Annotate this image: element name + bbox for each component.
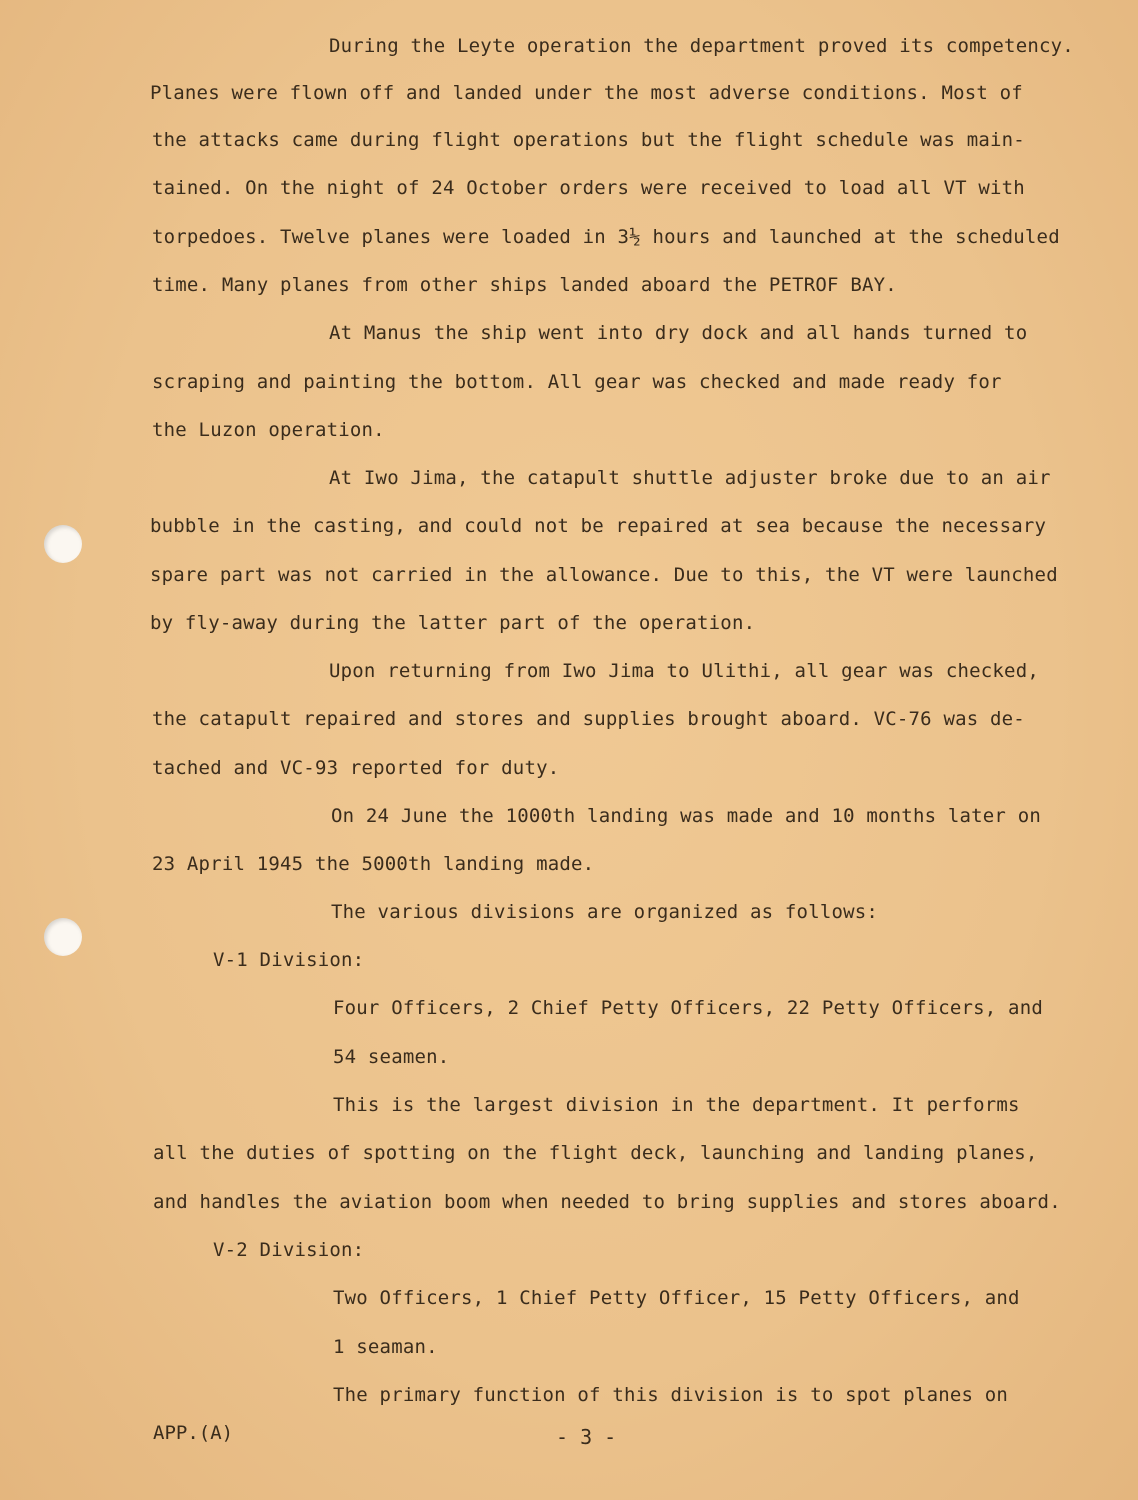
text-line: Planes were flown off and landed under the most adverse conditions. Most of bbox=[150, 82, 1023, 104]
text-line: 23 April 1945 the 5000th landing made. bbox=[152, 853, 595, 875]
text-line: At Manus the ship went into dry dock and all hands turned to bbox=[329, 322, 1028, 344]
division-heading: V-2 Division: bbox=[213, 1239, 365, 1261]
text-line: Four Officers, 2 Chief Petty Officers, 22 Petty Officers, and bbox=[333, 997, 1043, 1019]
text-line: On 24 June the 1000th landing was made and 10 months later on bbox=[331, 805, 1041, 827]
text-line: 54 seamen. bbox=[333, 1046, 450, 1068]
text-line: by fly-away during the latter part of the operation. bbox=[150, 612, 756, 634]
text-line: all the duties of spotting on the flight deck, launching and landing planes, bbox=[153, 1142, 1038, 1164]
text-line: spare part was not carried in the allowance. Due to this, the VT were launched bbox=[150, 564, 1058, 586]
appendix-label: APP.(A) bbox=[153, 1422, 234, 1444]
punch-hole bbox=[44, 525, 82, 563]
division-heading: V-1 Division: bbox=[213, 949, 365, 971]
page-number: - 3 - bbox=[556, 1425, 617, 1449]
text-line: tached and VC-93 reported for duty. bbox=[152, 757, 560, 779]
text-line: time. Many planes from other ships landed aboard the PETROF BAY. bbox=[152, 274, 897, 296]
text-line: This is the largest division in the department. It performs bbox=[333, 1094, 1020, 1116]
text-line: At Iwo Jima, the catapult shuttle adjuster broke due to an air bbox=[329, 467, 1051, 489]
punch-hole bbox=[44, 918, 82, 956]
text-line: and handles the aviation boom when needed to bring supplies and stores aboard. bbox=[153, 1191, 1061, 1213]
text-line: Two Officers, 1 Chief Petty Officer, 15 Petty Officers, and bbox=[333, 1287, 1020, 1309]
text-line: torpedoes. Twelve planes were loaded in 3½ hours and launched at the scheduled bbox=[152, 226, 1060, 248]
text-line: scraping and painting the bottom. All gear was checked and made ready for bbox=[152, 371, 1002, 393]
text-line: The various divisions are organized as follows: bbox=[331, 901, 879, 923]
text-line: the Luzon operation. bbox=[152, 419, 385, 441]
text-line: 1 seaman. bbox=[333, 1336, 438, 1358]
text-line: During the Leyte operation the department proved its competency. bbox=[329, 35, 1074, 57]
text-line: Upon returning from Iwo Jima to Ulithi, all gear was checked, bbox=[329, 660, 1039, 682]
text-line: the catapult repaired and stores and supplies brought aboard. VC-76 was de- bbox=[152, 708, 1025, 730]
text-line: The primary function of this division is to spot planes on bbox=[333, 1384, 1009, 1406]
text-line: bubble in the casting, and could not be repaired at sea because the necessary bbox=[150, 515, 1047, 537]
text-line: tained. On the night of 24 October orders were received to load all VT with bbox=[152, 177, 1025, 199]
text-line: the attacks came during flight operations but the flight schedule was main- bbox=[152, 129, 1025, 151]
